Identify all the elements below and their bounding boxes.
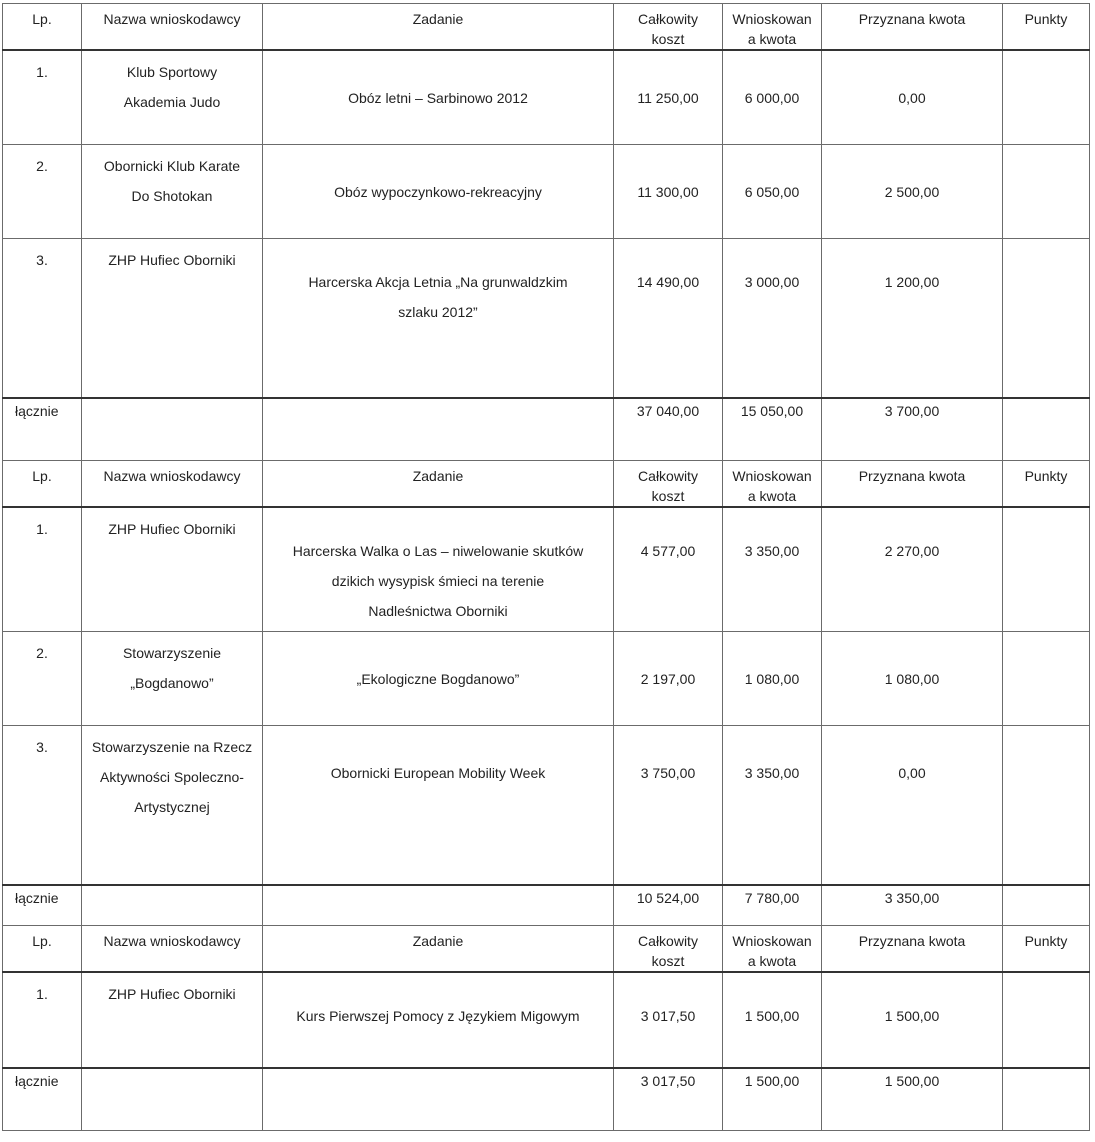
row-number	[3, 725, 82, 885]
table-row	[3, 238, 1090, 398]
granted-amount-value: 2 500,00	[822, 144, 1003, 238]
task-name-line: Harcerska Akcja Letnia „Na grunwaldzkim	[308, 273, 568, 290]
task-name	[263, 631, 614, 725]
requested-amount-value: 6 050,00	[723, 144, 822, 238]
header-applicant	[82, 461, 263, 508]
total-cost-value: 4 577,00	[614, 507, 723, 631]
requested-amount-value: 3 350,00	[723, 507, 822, 631]
task-name-line: Harcerska Walka o Las – niwelowanie skutków	[292, 543, 584, 559]
requested-amount-value: 1 080,00	[723, 631, 822, 725]
header-points	[1003, 461, 1090, 508]
task-name-line: Obóz letni – Sarbinowo 2012	[348, 90, 528, 106]
granted-amount-value: 1 200,00	[822, 238, 1003, 398]
header-requested-line: a kwota	[747, 488, 797, 504]
row-number	[3, 144, 82, 238]
row-number-label: 3.	[36, 738, 48, 755]
header-total-cost-line: koszt	[651, 488, 685, 504]
applicant-name-line: ZHP Hufiec Oborniki	[108, 251, 236, 268]
table-header-row	[3, 926, 1090, 973]
points-value	[1003, 507, 1090, 631]
totals-label: łącznie	[3, 398, 82, 460]
header-granted	[822, 461, 1003, 508]
header-lp	[3, 4, 82, 51]
applicant-name-line: „Bogdanowo”	[130, 674, 214, 691]
totals-row	[3, 398, 1090, 460]
totals-empty-cell	[263, 885, 614, 925]
totals-label: łącznie	[3, 1068, 82, 1130]
table-row	[3, 725, 1090, 885]
table-row	[3, 50, 1090, 144]
granted-amount-value: 2 270,00	[822, 507, 1003, 631]
totals-row	[3, 885, 1090, 925]
task-name-line: szlaku 2012”	[398, 303, 478, 320]
task-name-line: dzikich wysypisk śmieci na terenie	[331, 573, 545, 589]
table-row	[3, 972, 1090, 1068]
totals-empty-cell	[82, 885, 263, 925]
granted-amount-value: 0,00	[822, 50, 1003, 144]
granted-amount-value: 0,00	[822, 725, 1003, 885]
requested-amount-value: 3 350,00	[723, 725, 822, 885]
row-number-label: 1.	[36, 986, 48, 1002]
totals-granted-value: 3 700,00	[822, 398, 1003, 460]
total-cost-value: 3 017,50	[614, 972, 723, 1068]
header-applicant-label: Nazwa wnioskodawcy	[103, 933, 241, 949]
task-name-line: Obornicki European Mobility Week	[330, 764, 546, 781]
applicant-name	[82, 238, 263, 398]
total-cost-value: 3 750,00	[614, 725, 723, 885]
header-lp	[3, 926, 82, 973]
task-name-line: Obóz wypoczynkowo-rekreacyjny	[334, 183, 542, 200]
header-total-cost-line: Całkowity	[638, 468, 698, 484]
header-granted-label: Przyznana kwota	[858, 933, 966, 949]
points-value	[1003, 50, 1090, 144]
total-cost-value: 14 490,00	[614, 238, 723, 398]
header-lp-label: Lp.	[32, 933, 52, 949]
total-cost-value: 2 197,00	[614, 631, 723, 725]
header-task-label: Zadanie	[412, 468, 464, 484]
totals-requested-value: 15 050,00	[723, 398, 822, 460]
row-number-label: 1.	[36, 521, 48, 537]
header-points	[1003, 926, 1090, 973]
total-cost-value: 11 300,00	[614, 144, 723, 238]
points-value	[1003, 972, 1090, 1068]
totals-label: łącznie	[3, 885, 82, 925]
applicant-name-line: Artystycznej	[134, 798, 210, 815]
points-value	[1003, 631, 1090, 725]
grant-table	[2, 3, 1090, 461]
task-name	[263, 50, 614, 144]
totals-points-cell	[1003, 1068, 1090, 1130]
header-granted-label: Przyznana kwota	[858, 11, 966, 27]
applicant-name-line: Aktywności Spoleczno-	[100, 768, 244, 785]
header-total-cost	[614, 461, 723, 508]
totals-empty-cell	[263, 1068, 614, 1130]
header-lp-label: Lp.	[32, 468, 52, 484]
granted-amount-value: 1 500,00	[822, 972, 1003, 1068]
task-name	[263, 972, 614, 1068]
applicant-name-line: Akademia Judo	[123, 94, 221, 110]
totals-cost-value: 37 040,00	[614, 398, 723, 460]
applicant-name-line: Klub Sportowy	[126, 64, 218, 80]
requested-amount-value: 6 000,00	[723, 50, 822, 144]
applicant-name	[82, 972, 263, 1068]
grant-table	[2, 460, 1090, 926]
totals-granted-value: 3 350,00	[822, 885, 1003, 925]
row-number	[3, 631, 82, 725]
totals-requested-value: 7 780,00	[723, 885, 822, 925]
header-applicant	[82, 4, 263, 51]
task-name-line: „Ekologiczne Bogdanowo”	[356, 670, 520, 687]
header-total-cost	[614, 926, 723, 973]
header-requested-line: Wnioskowan	[732, 468, 812, 484]
row-number-label: 2.	[36, 644, 48, 661]
header-points-label: Punkty	[1024, 468, 1068, 484]
header-total-cost-line: Całkowity	[638, 933, 698, 949]
applicant-name-line: ZHP Hufiec Oborniki	[108, 521, 236, 537]
totals-empty-cell	[82, 1068, 263, 1130]
table-row	[3, 144, 1090, 238]
header-points	[1003, 4, 1090, 51]
totals-cost-value: 3 017,50	[614, 1068, 723, 1130]
applicant-name	[82, 144, 263, 238]
header-granted	[822, 4, 1003, 51]
header-total-cost-line: koszt	[651, 953, 685, 969]
header-applicant	[82, 926, 263, 973]
task-name-line: Kurs Pierwszej Pomocy z Językiem Migowym	[296, 1008, 580, 1024]
totals-empty-cell	[263, 398, 614, 460]
row-number	[3, 507, 82, 631]
grant-table	[2, 925, 1090, 1131]
totals-row	[3, 1068, 1090, 1130]
row-number-label: 3.	[36, 251, 48, 268]
row-number-label: 2.	[36, 157, 48, 174]
task-name-line: Nadleśnictwa Oborniki	[368, 603, 508, 619]
header-requested-line: Wnioskowan	[732, 933, 812, 949]
header-total-cost-line: koszt	[651, 31, 685, 47]
total-cost-value: 11 250,00	[614, 50, 723, 144]
header-requested	[723, 926, 822, 973]
applicant-name-line: ZHP Hufiec Oborniki	[108, 986, 236, 1002]
row-number	[3, 50, 82, 144]
header-task	[263, 461, 614, 508]
header-lp	[3, 461, 82, 508]
applicant-name-line: Stowarzyszenie na Rzecz	[91, 738, 253, 755]
task-name	[263, 725, 614, 885]
totals-granted-value: 1 500,00	[822, 1068, 1003, 1130]
header-points-label: Punkty	[1024, 11, 1068, 27]
header-total-cost-line: Całkowity	[638, 11, 698, 27]
table-row	[3, 507, 1090, 631]
header-requested-line: a kwota	[747, 31, 797, 47]
header-task	[263, 926, 614, 973]
header-applicant-label: Nazwa wnioskodawcy	[103, 468, 241, 484]
applicant-name	[82, 631, 263, 725]
header-total-cost	[614, 4, 723, 51]
points-value	[1003, 725, 1090, 885]
applicant-name	[82, 50, 263, 144]
task-name	[263, 507, 614, 631]
header-task-label: Zadanie	[412, 933, 464, 949]
totals-empty-cell	[82, 398, 263, 460]
row-number-label: 1.	[36, 64, 48, 80]
header-applicant-label: Nazwa wnioskodawcy	[103, 11, 241, 27]
table-header-row	[3, 461, 1090, 508]
header-task-label: Zadanie	[412, 11, 464, 27]
header-granted	[822, 926, 1003, 973]
requested-amount-value: 1 500,00	[723, 972, 822, 1068]
row-number	[3, 972, 82, 1068]
header-requested	[723, 461, 822, 508]
points-value	[1003, 144, 1090, 238]
points-value	[1003, 238, 1090, 398]
totals-points-cell	[1003, 885, 1090, 925]
header-requested-line: a kwota	[747, 953, 797, 969]
header-points-label: Punkty	[1024, 933, 1068, 949]
header-granted-label: Przyznana kwota	[858, 468, 966, 484]
task-name	[263, 144, 614, 238]
applicant-name-line: Do Shotokan	[131, 187, 213, 204]
applicant-name-line: Stowarzyszenie	[122, 644, 222, 661]
task-name	[263, 238, 614, 398]
requested-amount-value: 3 000,00	[723, 238, 822, 398]
table-header-row	[3, 4, 1090, 51]
header-requested-line: Wnioskowan	[732, 11, 812, 27]
applicant-name-line: Obornicki Klub Karate	[103, 157, 241, 174]
granted-amount-value: 1 080,00	[822, 631, 1003, 725]
totals-requested-value: 1 500,00	[723, 1068, 822, 1130]
applicant-name	[82, 507, 263, 631]
applicant-name	[82, 725, 263, 885]
totals-cost-value: 10 524,00	[614, 885, 723, 925]
header-lp-label: Lp.	[32, 11, 52, 27]
header-task	[263, 4, 614, 51]
header-requested	[723, 4, 822, 51]
row-number	[3, 238, 82, 398]
table-row	[3, 631, 1090, 725]
totals-points-cell	[1003, 398, 1090, 460]
